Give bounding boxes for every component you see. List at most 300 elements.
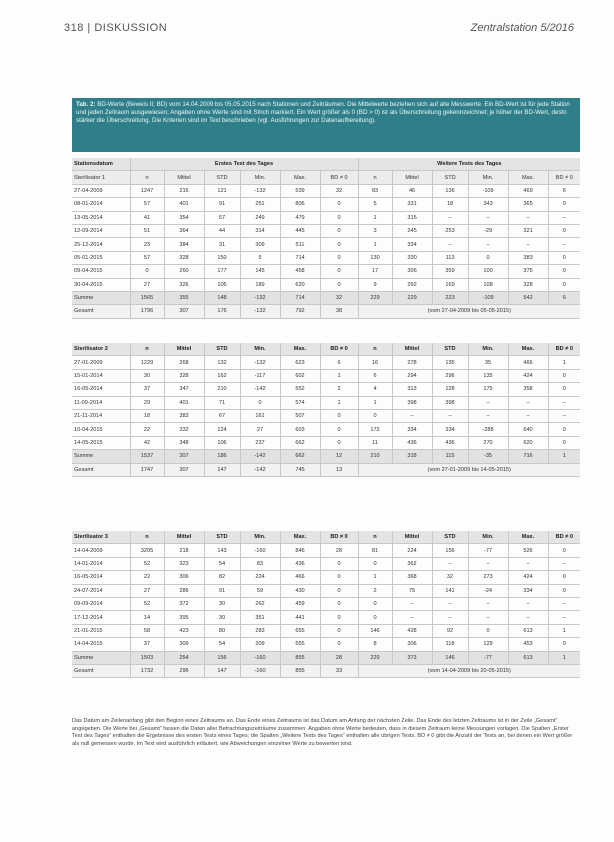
table-cell: – (548, 597, 580, 610)
summe-cell: 1 (548, 450, 580, 463)
table-cell: 80 (204, 624, 240, 637)
summe-cell: 223 (432, 291, 468, 304)
table-cell: 0 (468, 251, 508, 264)
table-cell: 91 (204, 198, 240, 211)
summe-cell: 855 (280, 651, 320, 664)
table-cell: 620 (508, 436, 548, 449)
table-cell: 5 (240, 251, 280, 264)
table-cell: 30 (130, 369, 164, 382)
table-cell: 210 (204, 383, 240, 396)
table-cell: – (468, 396, 508, 409)
column-header: Mittel (164, 343, 204, 356)
table-row (72, 436, 580, 449)
table-cell: 4 (358, 383, 392, 396)
table-cell: 0 (548, 369, 580, 382)
summe-cell: 355 (164, 291, 204, 304)
row-date: 24-07-2014 (72, 584, 130, 597)
table-cell: 0 (320, 584, 358, 597)
table-cell: 218 (164, 544, 204, 557)
table-cell: 309 (240, 238, 280, 251)
table-cell: 30 (204, 597, 240, 610)
row-date: 16-05-2014 (72, 383, 130, 396)
summe-label: Summe (72, 450, 130, 463)
table-cell: 469 (508, 184, 548, 197)
summe-row (72, 291, 580, 304)
table-cell: 328 (164, 251, 204, 264)
table-row (72, 638, 580, 651)
table-cell: 273 (468, 571, 508, 584)
summe-cell: 714 (280, 291, 320, 304)
table-cell: 321 (508, 224, 548, 237)
gesamt-label: Gesamt (72, 463, 130, 476)
table-cell: 655 (280, 624, 320, 637)
table-cell: – (468, 238, 508, 251)
table-cell: 372 (164, 597, 204, 610)
row-date: 21-11-2014 (72, 409, 130, 422)
table-cell: 365 (508, 198, 548, 211)
table-cell: 459 (280, 597, 320, 610)
station-header: Stationsdatum (72, 158, 130, 171)
table-cell: 135 (432, 356, 468, 369)
table-cell: 57 (130, 198, 164, 211)
table-cell: 37 (130, 638, 164, 651)
table-cell: – (508, 396, 548, 409)
table-cell: 82 (204, 571, 240, 584)
table-cell: 334 (392, 423, 432, 436)
table-cell: 177 (204, 265, 240, 278)
page-header (64, 22, 574, 38)
gesamt-cell: 33 (320, 664, 358, 677)
table-cell: 37 (130, 383, 164, 396)
table-cell: 526 (508, 544, 548, 557)
gesamt-row (72, 664, 580, 677)
summe-cell: 28 (320, 651, 358, 664)
table-cell: 161 (240, 409, 280, 422)
table-cell: 0 (320, 278, 358, 291)
data-table-3 (72, 531, 580, 678)
table-cell: 2 (320, 383, 358, 396)
column-header: STD (204, 171, 240, 184)
table-cell: 0 (548, 436, 580, 449)
row-date: 08-01-2014 (72, 198, 130, 211)
table-cell: 31 (204, 238, 240, 251)
gesamt-row (72, 463, 580, 476)
table-cell: -288 (468, 423, 508, 436)
summe-cell: -142 (240, 450, 280, 463)
table-cell: 0 (548, 251, 580, 264)
table-cell: 613 (508, 624, 548, 637)
table-cell: 0 (548, 638, 580, 651)
table-cell: 0 (130, 265, 164, 278)
table-cell: 118 (432, 638, 468, 651)
caption-text: BD-Werte (Beweis II; BD) vom 14.04.2009 bis 05.05.2015 nach Stationen und Zeiträumen. Die Mittelwerte beziehen sich auf alle Messwerte. Ein BD-Wert ist für jede Station und jeden Zeitraum ausgewiesen; Angaben ohne Werte sind mit Strich markiert. Ein Wert größer als 0 (BD > 0) ist als Überschreitung gekennzeichnet; je höher der BD-Wert, desto stärker die Überschreitung. Die Kriterien sind im Text beschrieben (vgl. Ausführungen zur Datenaufbereitung). (76, 101, 570, 124)
table-cell: 156 (432, 544, 468, 557)
table-cell: 0 (320, 611, 358, 624)
summe-cell: 12 (320, 450, 358, 463)
table-cell: 1 (358, 211, 392, 224)
column-header: n (130, 171, 164, 184)
table-cell: 129 (468, 638, 508, 651)
table-cell: 334 (392, 238, 432, 251)
gesamt-cell: 147 (204, 463, 240, 476)
gesamt-cell: 1732 (130, 664, 164, 677)
table-cell: 0 (548, 278, 580, 291)
gesamt-period-note: (vom 27-01-2009 bis 14-05-2015) (358, 463, 580, 476)
table-cell: 574 (280, 396, 320, 409)
table-cell: 2 (358, 584, 392, 597)
table-cell: 0 (240, 396, 280, 409)
table-cell: 57 (130, 251, 164, 264)
summe-cell: 1537 (130, 450, 164, 463)
table-cell: 331 (392, 198, 432, 211)
table-cell: – (432, 409, 468, 422)
table-cell: 237 (240, 436, 280, 449)
column-header: Max. (280, 171, 320, 184)
table-cell: 398 (432, 396, 468, 409)
table-cell: – (508, 611, 548, 624)
table-cell: 9 (358, 278, 392, 291)
table-cell: 662 (280, 436, 320, 449)
column-header: BD ≠ 0 (320, 531, 358, 544)
table-row (72, 544, 580, 557)
table-cell: 1 (548, 356, 580, 369)
table-cell: 334 (508, 584, 548, 597)
column-header: Mittel (392, 343, 432, 356)
table-cell: 216 (164, 184, 204, 197)
table-cell: 330 (392, 251, 432, 264)
table-row (72, 369, 580, 382)
table-cell: 368 (392, 571, 432, 584)
column-header: n (358, 171, 392, 184)
table-cell: – (392, 409, 432, 422)
table-cell: 23 (130, 238, 164, 251)
table-cell: 602 (280, 369, 320, 382)
table-cell: 209 (240, 638, 280, 651)
page-section-label: 318 | DISKUSSION (64, 22, 168, 34)
table-cell: 314 (240, 224, 280, 237)
table-cell: 130 (358, 251, 392, 264)
summe-row (72, 651, 580, 664)
table-cell: 334 (432, 423, 468, 436)
table-cell: 428 (392, 624, 432, 637)
table-cell: 136 (432, 184, 468, 197)
gesamt-cell: -142 (240, 463, 280, 476)
table-cell: 172 (358, 423, 392, 436)
table-cell: 124 (204, 423, 240, 436)
table-cell: 175 (468, 383, 508, 396)
table-cell: 309 (164, 638, 204, 651)
table-row (72, 238, 580, 251)
table-cell: 5 (358, 198, 392, 211)
table-cell: 1 (358, 571, 392, 584)
table-cell: 0 (320, 571, 358, 584)
row-date: 17-12-2014 (72, 611, 130, 624)
summe-cell: 156 (204, 651, 240, 664)
table-row (72, 557, 580, 570)
gesamt-cell: 307 (164, 305, 204, 318)
journal-name: Zentralstation 5/2016 (470, 22, 574, 34)
column-header: n (358, 343, 392, 356)
summe-cell: 1 (548, 651, 580, 664)
column-header: n (358, 531, 392, 544)
table-cell: 436 (432, 436, 468, 449)
column-header: Max. (508, 343, 548, 356)
column-header: Mittel (392, 531, 432, 544)
table-cell: 286 (164, 584, 204, 597)
table-cell: 67 (204, 409, 240, 422)
table-cell: 0 (320, 423, 358, 436)
table-cell: 806 (280, 198, 320, 211)
table-cell: – (548, 238, 580, 251)
table-cell: 52 (130, 597, 164, 610)
table-cell: 91 (204, 584, 240, 597)
table-cell: 22 (130, 571, 164, 584)
table-row (72, 409, 580, 422)
table-cell: 359 (432, 265, 468, 278)
column-header: Min. (468, 171, 508, 184)
table-row (72, 251, 580, 264)
table-cell: 1229 (130, 356, 164, 369)
table-row (72, 571, 580, 584)
table-cell: 0 (320, 597, 358, 610)
table-cell: 14 (130, 611, 164, 624)
table-cell: 445 (280, 224, 320, 237)
column-header: Mittel (164, 531, 204, 544)
table-cell: – (548, 611, 580, 624)
table-cell: 262 (240, 597, 280, 610)
table-cell: 6 (548, 184, 580, 197)
summe-cell: 210 (358, 450, 392, 463)
table-cell: 27 (130, 584, 164, 597)
row-date: 12-09-2014 (72, 224, 130, 237)
summe-label: Summe (72, 651, 130, 664)
table-cell: 0 (468, 624, 508, 637)
table-cell: 0 (548, 224, 580, 237)
column-header: STD (204, 531, 240, 544)
summe-cell: 146 (432, 651, 468, 664)
table-cell: 466 (280, 571, 320, 584)
table-cell: -160 (240, 544, 280, 557)
column-header-row (72, 343, 580, 356)
table-cell: 6 (358, 369, 392, 382)
table-row (72, 278, 580, 291)
gesamt-period-note: (vom 14-04-2009 bis 20-05-2015) (358, 664, 580, 677)
summe-cell: 318 (392, 450, 432, 463)
table-cell: – (432, 611, 468, 624)
column-header: STD (432, 531, 468, 544)
summe-cell: 307 (164, 450, 204, 463)
gesamt-cell: 1747 (130, 463, 164, 476)
table-cell: 466 (508, 356, 548, 369)
table-cell: 620 (280, 278, 320, 291)
column-header: STD (432, 343, 468, 356)
row-date: 14-05-2015 (72, 436, 130, 449)
summe-cell: -35 (468, 450, 508, 463)
table-cell: 46 (392, 184, 432, 197)
row-date: 21-01-2015 (72, 624, 130, 637)
table-cell: 0 (548, 383, 580, 396)
table-cell: 42 (130, 436, 164, 449)
table-cell: 71 (204, 396, 240, 409)
table-cell: 0 (320, 198, 358, 211)
table-cell: 358 (508, 383, 548, 396)
table-cell: 0 (320, 238, 358, 251)
table-cell: 375 (508, 265, 548, 278)
table-cell: 348 (164, 436, 204, 449)
gesamt-cell: -160 (240, 664, 280, 677)
table-cell: 306 (392, 265, 432, 278)
table-cell: – (468, 211, 508, 224)
summe-cell: 662 (280, 450, 320, 463)
table-cell: 326 (164, 278, 204, 291)
table-caption (72, 98, 580, 152)
table-cell: – (508, 557, 548, 570)
table-cell: 0 (548, 198, 580, 211)
table-cell: 169 (432, 278, 468, 291)
table-cell: -132 (240, 356, 280, 369)
table-cell: 146 (358, 624, 392, 637)
table-row (72, 611, 580, 624)
table-cell: 453 (508, 638, 548, 651)
data-table-1 (72, 158, 580, 319)
column-header: Min. (468, 343, 508, 356)
gesamt-period-note: (vom 27-04-2009 bis 05-05-2015) (358, 305, 580, 318)
table-cell: 328 (508, 278, 548, 291)
table-cell: 0 (320, 251, 358, 264)
table-row (72, 224, 580, 237)
table-cell: 54 (204, 638, 240, 651)
table-cell: 17 (358, 265, 392, 278)
table-cell: 0 (358, 409, 392, 422)
table-cell: 0 (358, 557, 392, 570)
table-cell: 306 (164, 571, 204, 584)
table-cell: 354 (164, 211, 204, 224)
row-date: 25-12-2014 (72, 238, 130, 251)
column-header: BD ≠ 0 (548, 531, 580, 544)
table-cell: 323 (164, 557, 204, 570)
table-cell: 436 (280, 557, 320, 570)
table-cell: 328 (164, 369, 204, 382)
table-cell: 315 (392, 211, 432, 224)
summe-cell: 613 (508, 651, 548, 664)
row-date: 09-04-2015 (72, 265, 130, 278)
table-cell: 260 (164, 265, 204, 278)
table-cell: 58 (130, 624, 164, 637)
row-date: 09-09-2014 (72, 597, 130, 610)
table-cell: – (432, 597, 468, 610)
table-cell: 3205 (130, 544, 164, 557)
group-header-row (72, 158, 580, 171)
table-cell: 106 (204, 436, 240, 449)
table-cell: 347 (164, 383, 204, 396)
table-cell: 0 (320, 409, 358, 422)
summe-cell: 542 (508, 291, 548, 304)
table-row (72, 265, 580, 278)
summe-cell: 716 (508, 450, 548, 463)
gesamt-cell: -132 (240, 305, 280, 318)
table-cell: 313 (392, 383, 432, 396)
table-cell: 51 (130, 224, 164, 237)
column-header: BD ≠ 0 (320, 171, 358, 184)
table-cell: 424 (508, 571, 548, 584)
table-cell: 0 (358, 597, 392, 610)
table-cell: – (508, 211, 548, 224)
column-header: Min. (240, 343, 280, 356)
column-header: Min. (240, 531, 280, 544)
table-cell: 640 (508, 423, 548, 436)
table-cell: 245 (392, 224, 432, 237)
summe-cell: 186 (204, 450, 240, 463)
summe-cell: 229 (392, 291, 432, 304)
table-footnote: Das Datum am Zeilenanfang gibt den Beginn eines Zeitraums an. Das Ende eines Zeitraums ist das Datum am Anfang der nächsten Zeile. Das Ende des letzten Zeitraums ist in der Zeile „Gesamt“ angegeben. Die Werte bei „Gesamt“ fassen die Daten aller Betrachtungszeiträume zusammen. Angaben ohne Werte bedeuten, dass in diesem Zeitraum keine Messungen vorlagen. Die Spalten „Erster Test des Tages“ enthalten die Ergebnisse des ersten Tests eines Tages; die Spalten „Weitere Tests des Tages“ enthalten alle übrigen Tests. BD ≠ 0 gibt die Anzahl der Tests an, bei denen ein Wert größer als null gemessen wurde. Im Text wird ausführlich erläutert, wie Abweichungen einzelner Werte zu bewerten sind. (72, 718, 573, 747)
table-cell: – (468, 409, 508, 422)
table-cell: – (468, 597, 508, 610)
row-date: 14-04-2015 (72, 638, 130, 651)
table-cell: – (392, 597, 432, 610)
summe-cell: 1503 (130, 651, 164, 664)
table-row (72, 423, 580, 436)
table-cell: 81 (358, 544, 392, 557)
table-cell: 458 (280, 265, 320, 278)
table-cell: – (548, 211, 580, 224)
table-cell: -117 (240, 369, 280, 382)
table-cell: 306 (392, 638, 432, 651)
gesamt-cell: 147 (204, 664, 240, 677)
table-cell: – (508, 238, 548, 251)
column-header: Max. (280, 531, 320, 544)
table-cell: 0 (548, 265, 580, 278)
table-cell: 714 (280, 251, 320, 264)
table-cell: 128 (432, 383, 468, 396)
column-header: Mittel (164, 171, 204, 184)
table-cell: 3 (358, 224, 392, 237)
table-cell: 121 (204, 184, 240, 197)
table-cell: 18 (432, 198, 468, 211)
table-cell: 32 (432, 571, 468, 584)
table-cell: 32 (320, 184, 358, 197)
column-header: STD (432, 171, 468, 184)
table-cell: 143 (204, 544, 240, 557)
table-row (72, 597, 580, 610)
table-cell: 0 (320, 211, 358, 224)
table-cell: 16 (358, 356, 392, 369)
sterilizer-label: Sterilisator 2 (72, 343, 130, 356)
column-header: Max. (508, 531, 548, 544)
table-cell: 41 (130, 211, 164, 224)
table-cell: 145 (240, 265, 280, 278)
summe-cell: 148 (204, 291, 240, 304)
table-cell: 6 (320, 356, 358, 369)
group-header-first: Erstes Test des Tages (130, 158, 358, 171)
summe-cell: 115 (432, 450, 468, 463)
gesamt-cell: 38 (320, 305, 358, 318)
group-header-further: Weitere Tests des Tages (358, 158, 580, 171)
table-cell: 332 (164, 423, 204, 436)
table-cell: 283 (240, 624, 280, 637)
table-cell: 0 (320, 224, 358, 237)
table-cell: -142 (240, 383, 280, 396)
table-cell: 555 (280, 638, 320, 651)
table-cell: 141 (432, 584, 468, 597)
table-cell: 401 (164, 198, 204, 211)
table-cell: – (432, 211, 468, 224)
table-cell: 189 (240, 278, 280, 291)
table-cell: 0 (358, 611, 392, 624)
gesamt-cell: 176 (204, 305, 240, 318)
table-cell: 162 (204, 369, 240, 382)
table-row (72, 383, 580, 396)
column-header: STD (204, 343, 240, 356)
